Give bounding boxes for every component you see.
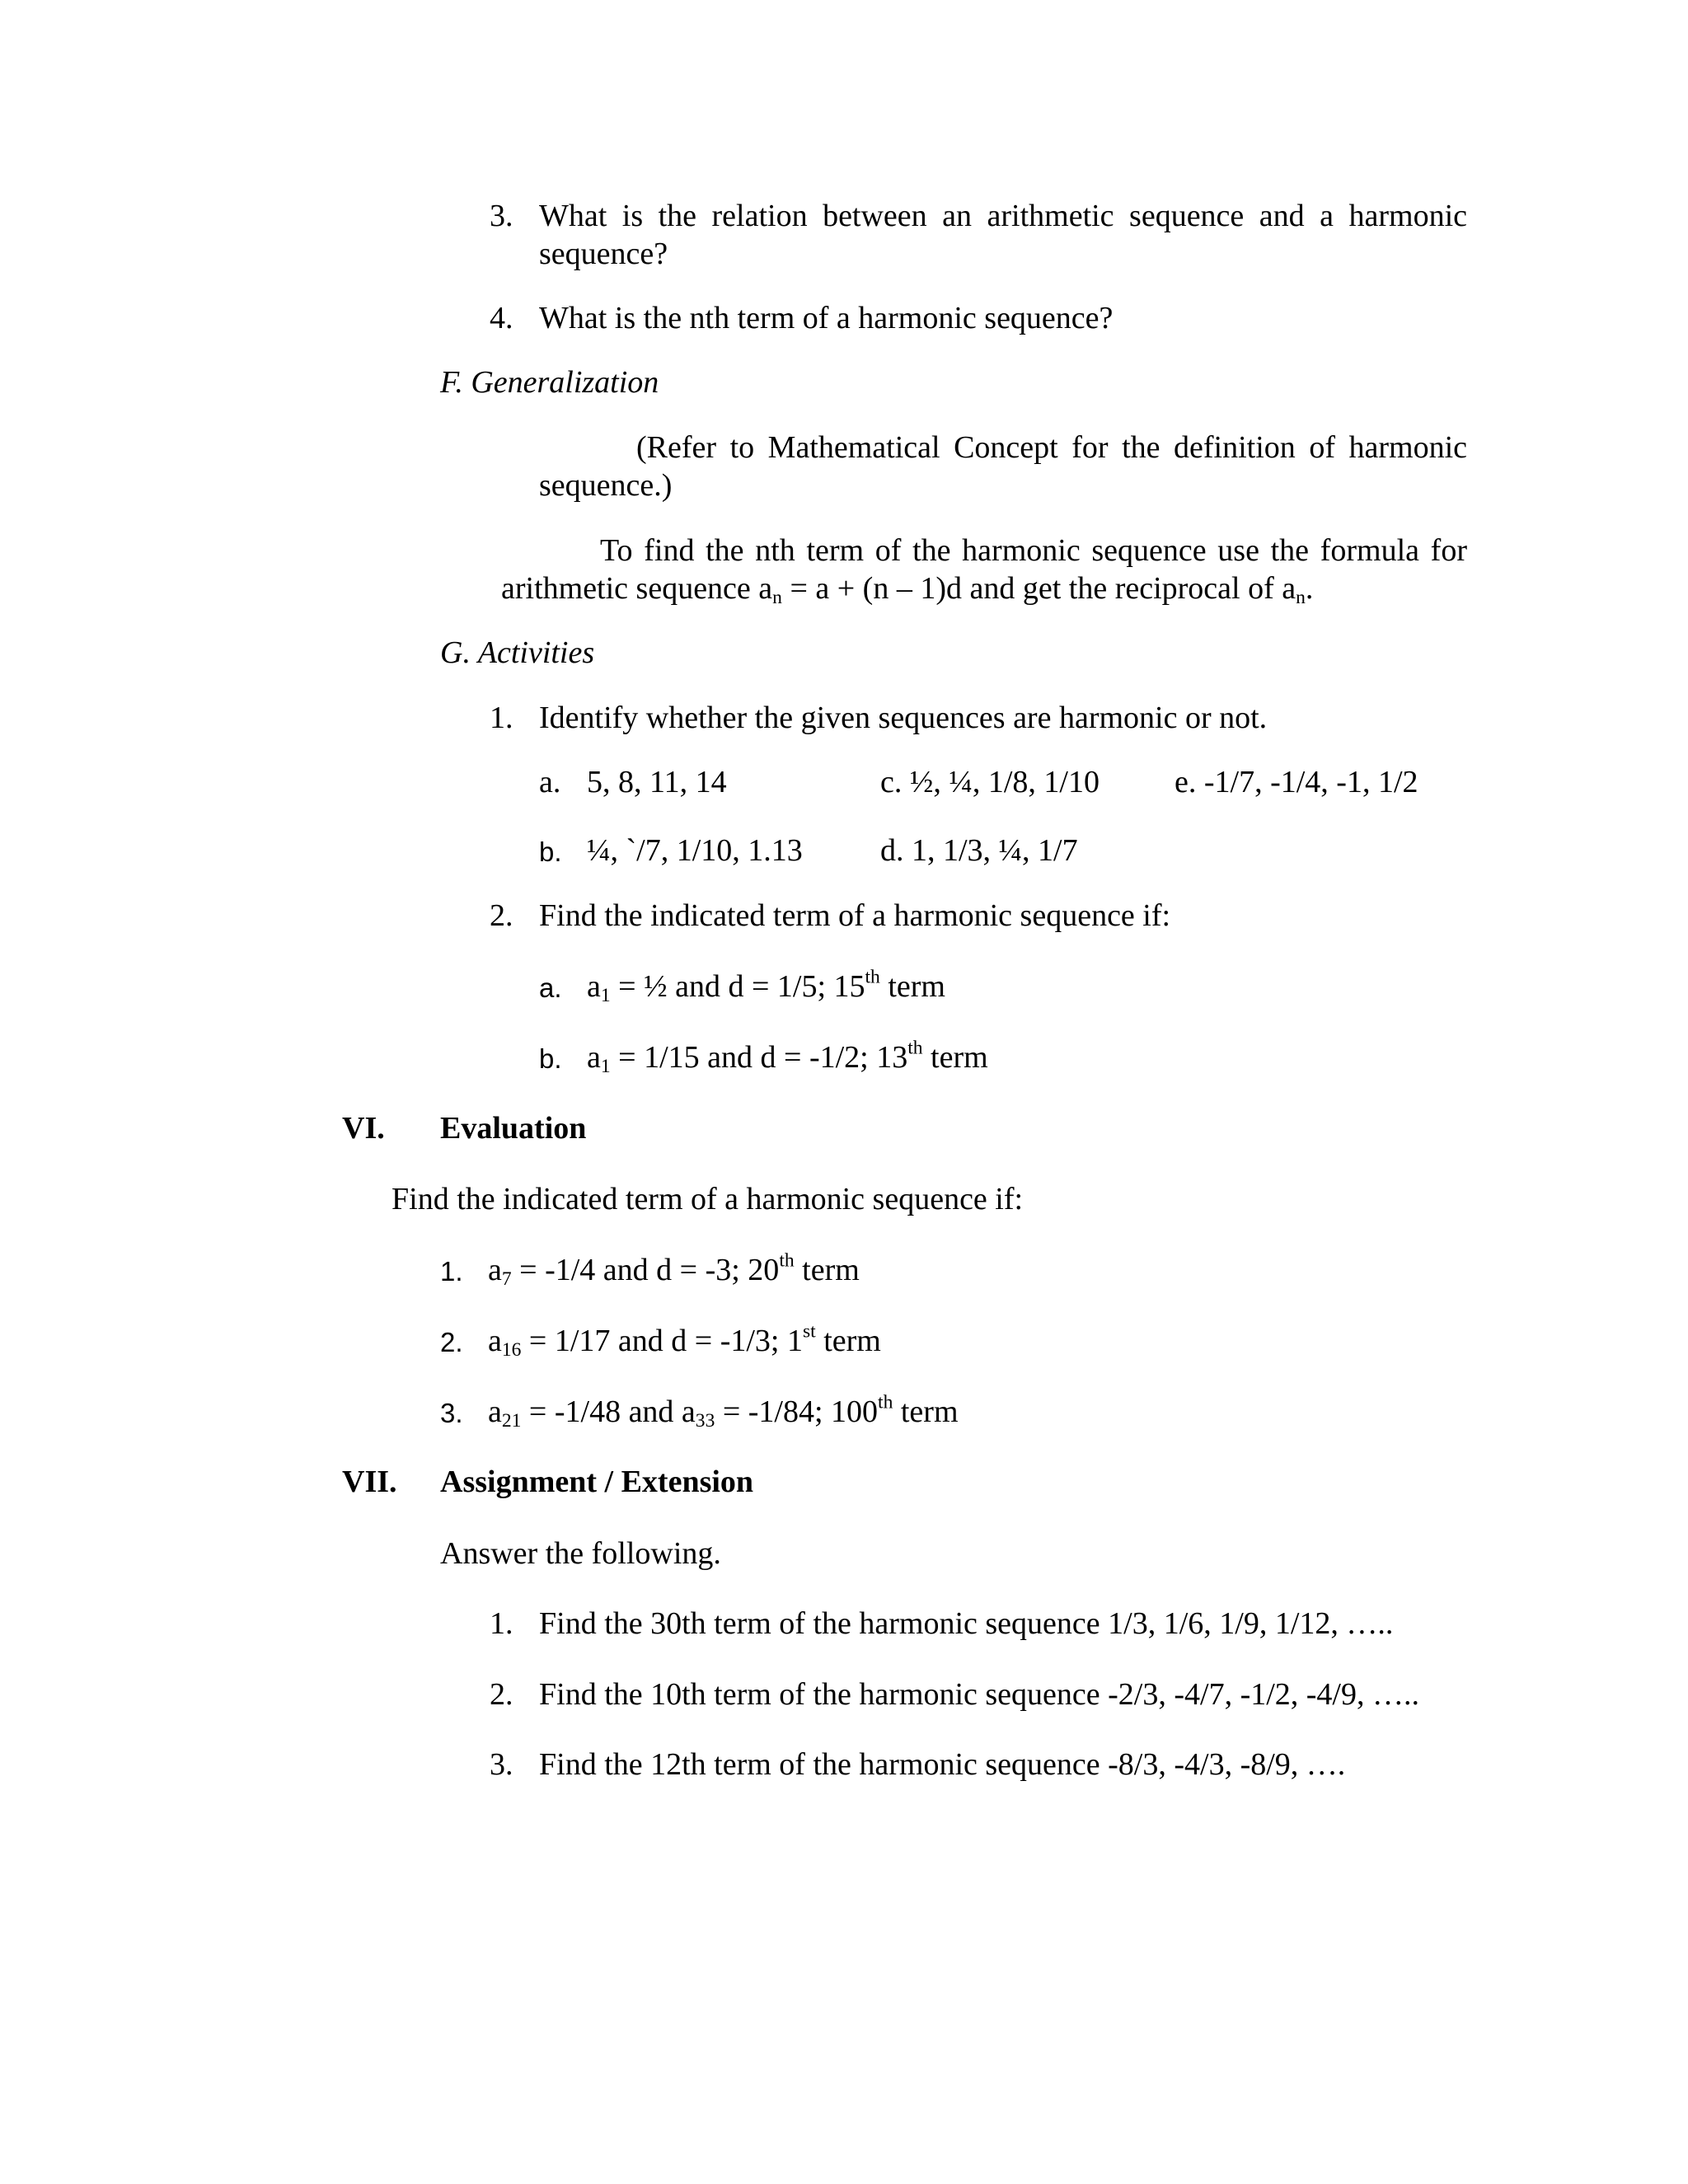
activity-2-text: Find the indicated term of a harmonic sequence if:	[539, 898, 1171, 933]
generalization-paragraph-1-line-2: sequence.)	[539, 468, 673, 503]
assignment-item-3-number: 3.	[490, 1747, 513, 1782]
option-a-letter: a.	[539, 765, 561, 799]
option-b-text: ¼, `/7, 1/10, 1.13	[587, 833, 803, 868]
assignment-item-1-text: Find the 30th term of the harmonic sequence 1/3, 1/6, 1/9, 1/12, …..	[539, 1606, 1394, 1641]
subscript: 1	[600, 984, 611, 1006]
generalization-paragraph-2-line-2	[501, 569, 1313, 607]
activities-heading: G. Activities	[440, 635, 595, 670]
assignment-intro: Answer the following.	[440, 1536, 721, 1571]
term-text: = ½ and d = 1/5; 15	[610, 969, 865, 1004]
superscript: st	[802, 1320, 816, 1343]
formula-text-1: arithmetic sequence a	[501, 571, 773, 606]
term-a: a	[488, 1324, 502, 1358]
option-d-text: d. 1, 1/3, ¼, 1/7	[880, 833, 1078, 868]
formula-text-2: = a + (n – 1)d and get the reciprocal of a	[781, 571, 1296, 606]
subscript-2: 33	[695, 1409, 715, 1432]
term-text: = -1/48 and a	[521, 1394, 696, 1429]
term-suffix: term	[815, 1324, 881, 1358]
activity-2b-letter: b.	[539, 1043, 562, 1074]
superscript: th	[865, 966, 880, 988]
activity-1-number: 1.	[490, 701, 513, 735]
evaluation-item-2-number: 2.	[440, 1327, 463, 1357]
superscript: th	[907, 1037, 923, 1059]
evaluation-numeral: VI.	[342, 1111, 385, 1146]
generalization-paragraph-1-line-1: (Refer to Mathematical Concept for the definition of harmonic	[636, 430, 1467, 465]
superscript: th	[779, 1249, 795, 1272]
evaluation-item-1-number: 1.	[440, 1256, 463, 1286]
generalization-paragraph-2-line-1: To find the nth term of the harmonic sequence use the formula for	[600, 533, 1467, 568]
term-a: a	[587, 969, 601, 1004]
option-e-text: e. -1/7, -1/4, -1, 1/2	[1175, 765, 1418, 799]
assignment-numeral: VII.	[342, 1465, 397, 1499]
option-c-text: c. ½, ¼, 1/8, 1/10	[880, 765, 1100, 799]
term-suffix: term	[794, 1253, 860, 1287]
activity-2-number: 2.	[490, 898, 513, 933]
generalization-heading: F. Generalization	[440, 365, 659, 400]
assignment-item-2-number: 2.	[490, 1677, 513, 1712]
question-4-text: What is the nth term of a harmonic sequence?	[539, 301, 1114, 335]
term-text: = -1/4 and d = -3; 20	[511, 1253, 780, 1287]
assignment-item-1-number: 1.	[490, 1606, 513, 1641]
subscript-n-2: n	[1296, 586, 1306, 608]
option-a-text: 5, 8, 11, 14	[587, 765, 727, 799]
evaluation-intro: Find the indicated term of a harmonic sequence if:	[392, 1182, 1024, 1216]
term-suffix: term	[879, 969, 945, 1004]
activity-2a-text	[587, 968, 945, 1005]
term-suffix: term	[922, 1040, 988, 1075]
superscript: th	[878, 1391, 893, 1413]
subscript-n: n	[772, 586, 782, 608]
question-3-line-1: What is the relation between an arithmetic sequence and a harmonic	[539, 199, 1467, 233]
evaluation-item-2-text	[488, 1322, 881, 1360]
activity-2a-letter: a.	[539, 972, 562, 1003]
question-4-number: 4.	[490, 301, 513, 335]
term-a: a	[587, 1040, 601, 1075]
term-a: a	[488, 1253, 502, 1287]
subscript: 7	[501, 1268, 512, 1290]
term-text: = 1/17 and d = -1/3; 1	[521, 1324, 803, 1358]
assignment-item-3-text: Find the 12th term of the harmonic sequence -8/3, -4/3, -8/9, ….	[539, 1747, 1346, 1782]
term-a: a	[488, 1394, 502, 1429]
question-3-line-2: sequence?	[539, 237, 668, 271]
term-text: = 1/15 and d = -1/2; 13	[610, 1040, 908, 1075]
question-3-number: 3.	[490, 199, 513, 233]
activity-2b-text	[587, 1038, 988, 1076]
evaluation-item-3-number: 3.	[440, 1398, 463, 1428]
evaluation-item-1-text	[488, 1251, 860, 1289]
evaluation-item-3-text	[488, 1393, 959, 1431]
formula-period: .	[1305, 571, 1314, 606]
evaluation-heading: Evaluation	[440, 1111, 587, 1146]
option-b-letter: b.	[539, 837, 562, 867]
assignment-heading: Assignment / Extension	[440, 1465, 754, 1499]
assignment-item-2-text: Find the 10th term of the harmonic sequence -2/3, -4/7, -1/2, -4/9, …..	[539, 1677, 1419, 1712]
activity-1-text: Identify whether the given sequences are harmonic or not.	[539, 701, 1268, 735]
term-text-2: = -1/84; 100	[715, 1394, 879, 1429]
subscript: 1	[600, 1055, 611, 1077]
subscript: 21	[501, 1409, 522, 1432]
term-suffix: term	[893, 1394, 959, 1429]
subscript: 16	[501, 1338, 522, 1361]
